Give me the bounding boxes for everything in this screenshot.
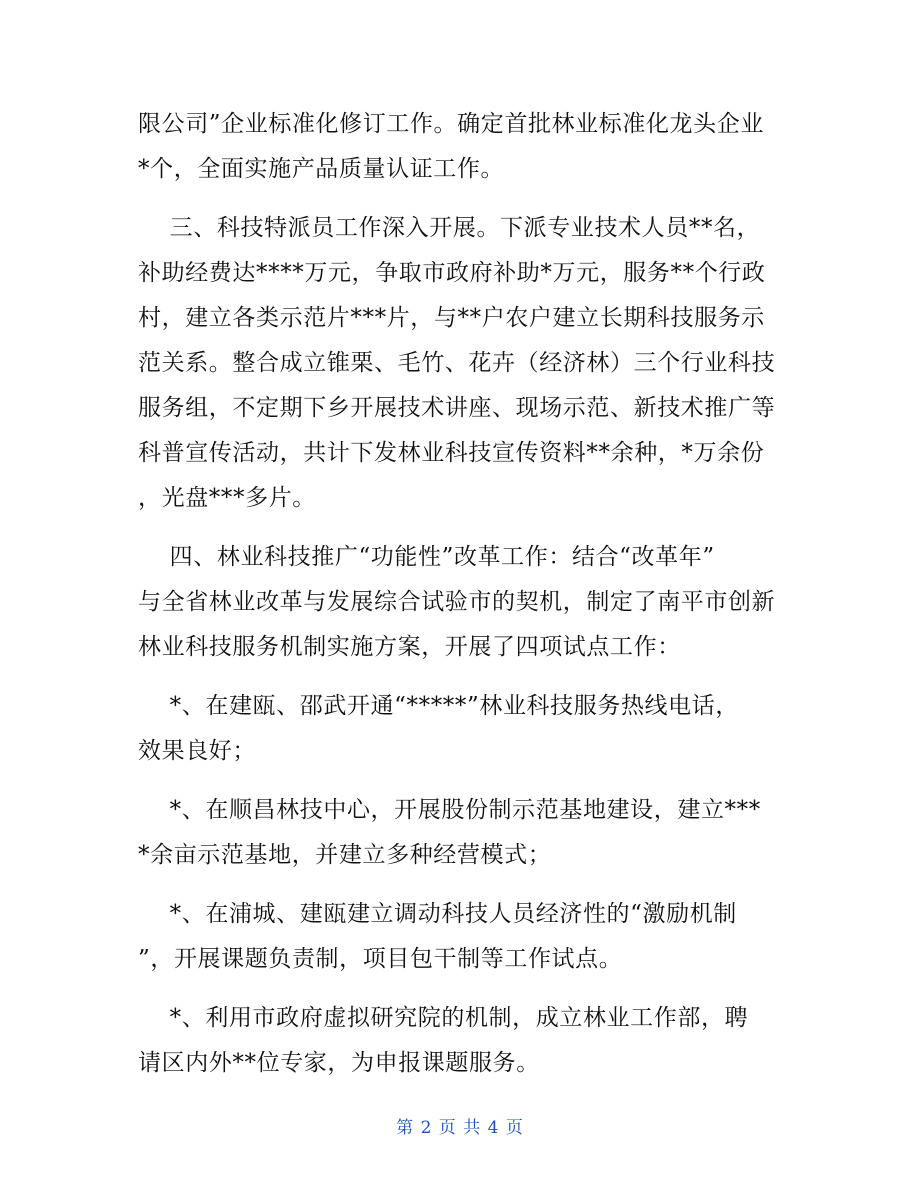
paragraph-gap <box>138 982 788 996</box>
paragraph <box>138 535 788 670</box>
text-line: 村，建立各类示范片***片，与**户农户建立长期科技服务示 <box>138 305 765 331</box>
text-line: *、在浦城、建瓯建立调动科技人员经济性的“激励机制 <box>138 901 737 927</box>
text-line: 请区内外**位专家，为申报课题服务。 <box>138 1050 540 1076</box>
text-line: 限公司”企业标准化修订工作。确定首批林业标准化龙头企业 <box>138 111 764 137</box>
paragraph-gap <box>138 670 788 684</box>
text-line: 补助经费达****万元，争取市政府补助*万元，服务**个行政 <box>138 260 766 286</box>
paragraph <box>138 788 788 878</box>
text-line: ”，开展课题负责制，项目包干制等工作试点。 <box>138 946 623 972</box>
paragraph <box>138 684 788 774</box>
paragraph-gap <box>138 521 788 535</box>
text-line: 四、林业科技推广“功能性”改革工作：结合“改革年” <box>138 544 715 570</box>
paragraph-gap <box>138 878 788 892</box>
text-line: 效果良好； <box>138 738 256 764</box>
text-line: 科普宣传活动，共计下发林业科技宣传资料**余种，*万余份 <box>138 440 765 466</box>
text-line: 林业科技服务机制实施方案，开展了四项试点工作： <box>138 634 681 660</box>
paragraph <box>138 102 788 192</box>
text-line: 服务组，不定期下乡开展技术讲座、现场示范、新技术推广等 <box>138 395 776 421</box>
document-body <box>138 102 788 1086</box>
paragraph <box>138 892 788 982</box>
page-number-footer: 第 2 页 共 4 页 <box>396 1118 524 1138</box>
text-line: ，光盘***多片。 <box>138 485 316 511</box>
paragraph-gap <box>138 774 788 788</box>
paragraph <box>138 206 788 521</box>
text-line: *、在建瓯、邵武开通“*****”林业科技服务热线电话， <box>138 693 739 719</box>
paragraph <box>138 996 788 1086</box>
text-line: 范关系。整合成立锥栗、毛竹、花卉（经济林）三个行业科技 <box>138 350 776 376</box>
text-line: *、利用市政府虚拟研究院的机制，成立林业工作部，聘 <box>138 1005 749 1031</box>
paragraph-gap <box>138 192 788 206</box>
text-line: 与全省林业改革与发展综合试验市的契机，制定了南平市创新 <box>138 589 776 615</box>
text-line: *、在顺昌林技中心，开展股份制示范基地建设，建立*** <box>138 797 761 823</box>
text-line: 三、科技特派员工作深入开展。下派专业技术人员**名， <box>138 215 761 241</box>
text-line: *个，全面实施产品质量认证工作。 <box>138 156 505 182</box>
text-line: *余亩示范基地，并建立多种经营模式； <box>138 842 552 868</box>
